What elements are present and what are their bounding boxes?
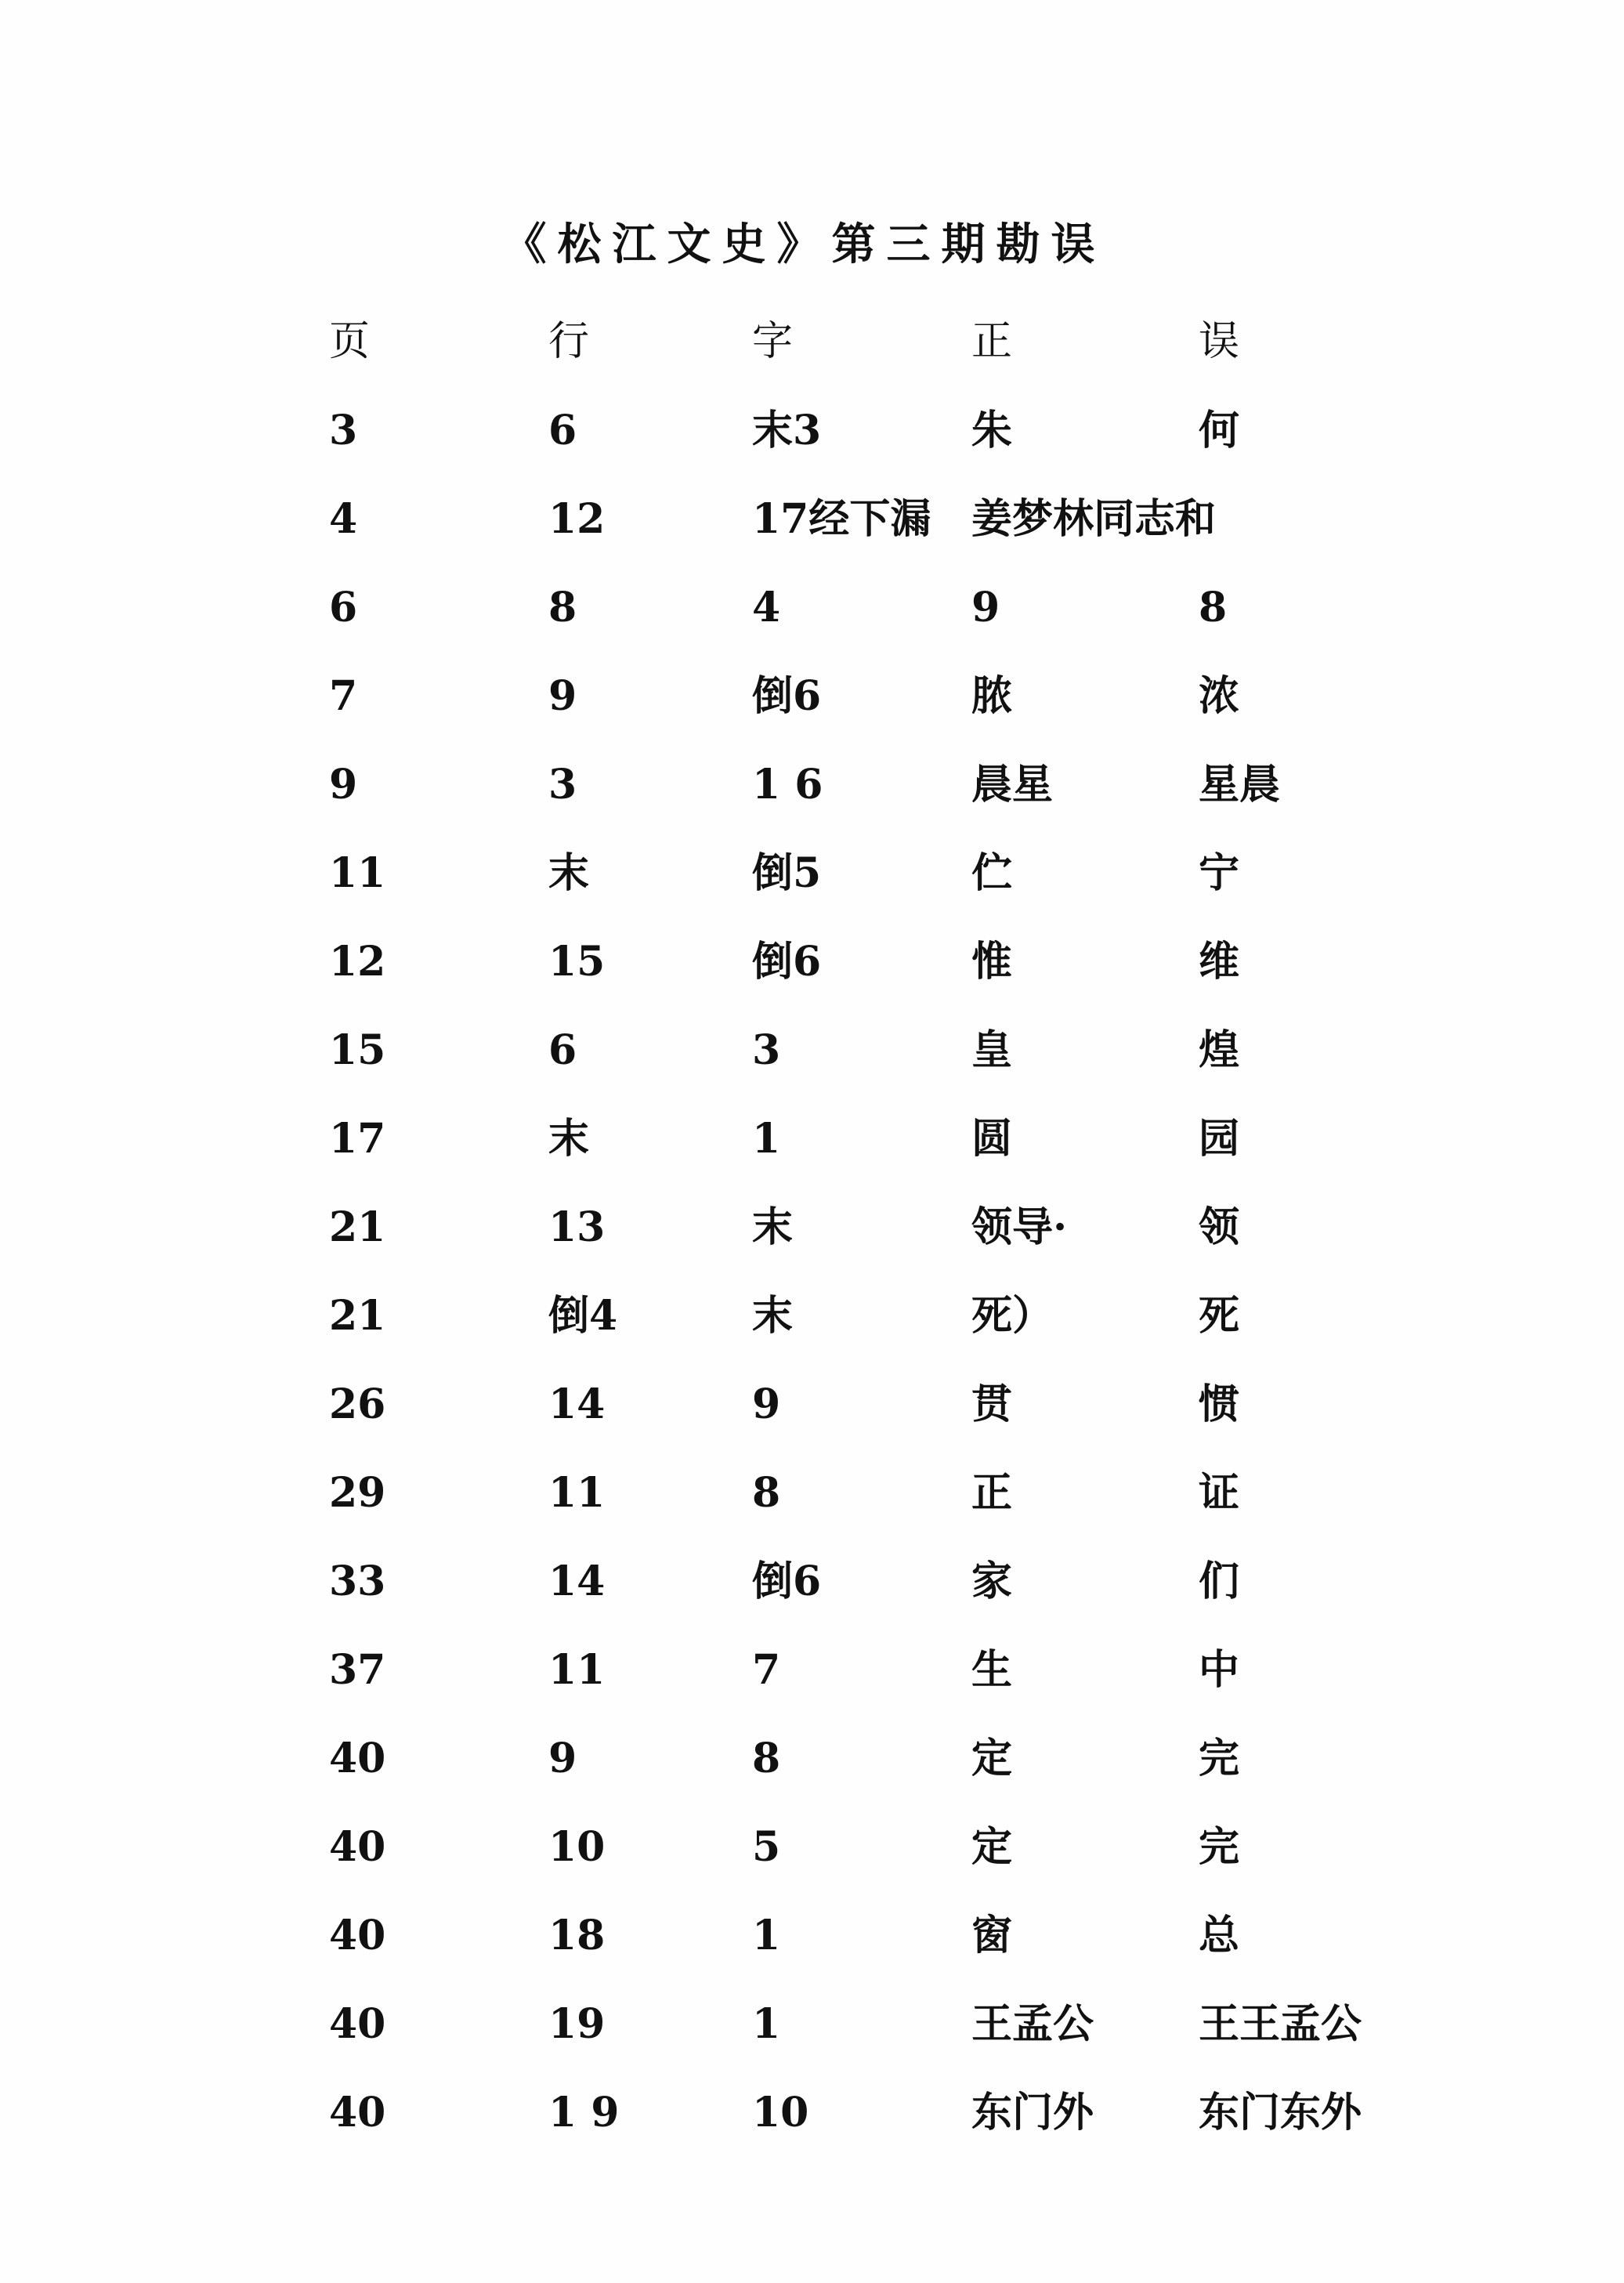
header-correct: 正 xyxy=(971,318,1013,365)
cell-correct: 贯 xyxy=(971,1380,1013,1428)
cell-line: 末 xyxy=(548,1115,590,1163)
cell-line: 13 xyxy=(548,1203,606,1251)
cell-char: 倒6 xyxy=(752,672,822,720)
cell-correct: 9 xyxy=(971,584,1000,631)
table-row xyxy=(298,1094,1394,1183)
cell-page: 33 xyxy=(329,1558,386,1605)
cell-char: 7 xyxy=(752,1646,781,1694)
cell-char: 8 xyxy=(752,1469,781,1517)
table-row xyxy=(298,1272,1394,1360)
cell-correct: 朱 xyxy=(971,407,1013,454)
table-row xyxy=(298,1360,1394,1449)
cell-char: 17经下漏 xyxy=(752,495,931,543)
header-error: 误 xyxy=(1199,318,1240,365)
cell-error: 星晨 xyxy=(1199,761,1281,809)
cell-line: 11 xyxy=(548,1646,606,1694)
cell-page: 40 xyxy=(329,2089,386,2136)
cell-page: 9 xyxy=(329,761,358,809)
cell-char: 1 xyxy=(752,1115,781,1163)
cell-page: 21 xyxy=(329,1203,386,1251)
cell-line: 11 xyxy=(548,1469,606,1517)
cell-line: 倒4 xyxy=(548,1292,618,1340)
cell-line: 1 9 xyxy=(548,2089,620,2136)
header-char: 字 xyxy=(752,318,794,365)
cell-correct: 东门外 xyxy=(971,2089,1094,2136)
cell-page: 12 xyxy=(329,938,386,986)
table-row xyxy=(298,1449,1394,1537)
cell-page: 17 xyxy=(329,1115,386,1163)
cell-line: 9 xyxy=(548,1735,577,1782)
cell-page: 11 xyxy=(329,849,386,897)
cell-error: 总 xyxy=(1199,1912,1240,1959)
cell-page: 4 xyxy=(329,495,358,543)
cell-line: 19 xyxy=(548,2000,606,2048)
table-row xyxy=(298,1626,1394,1714)
table-row xyxy=(298,1803,1394,1891)
cell-correct: 姜梦林同志和 xyxy=(971,495,1217,543)
cell-error: 惯 xyxy=(1199,1380,1240,1428)
cell-correct: 窗 xyxy=(971,1912,1013,1959)
cell-error: 领 xyxy=(1199,1203,1240,1251)
cell-error: 宁 xyxy=(1199,849,1240,897)
cell-error: 王王孟公 xyxy=(1199,2000,1362,2048)
table-row xyxy=(298,1980,1394,2068)
cell-char: 倒5 xyxy=(752,849,822,897)
cell-line: 末 xyxy=(548,849,590,897)
cell-line: 15 xyxy=(548,938,606,986)
cell-line: 14 xyxy=(548,1380,606,1428)
table-row xyxy=(298,917,1394,1006)
cell-page: 21 xyxy=(329,1292,386,1340)
cell-line: 18 xyxy=(548,1912,606,1959)
cell-char: 3 xyxy=(752,1026,781,1074)
table-row xyxy=(298,740,1394,829)
cell-char: 末 xyxy=(752,1292,794,1340)
cell-correct: 生 xyxy=(971,1646,1013,1694)
cell-correct: 圆 xyxy=(971,1115,1013,1163)
table-row xyxy=(298,829,1394,917)
table-row xyxy=(298,1714,1394,1803)
table-row xyxy=(298,1006,1394,1094)
page-title: 《松江文史》第三期勘误 xyxy=(502,219,1106,270)
cell-error: 何 xyxy=(1199,407,1240,454)
cell-page: 40 xyxy=(329,1735,386,1782)
cell-line: 12 xyxy=(548,495,606,543)
cell-page: 15 xyxy=(329,1026,386,1074)
cell-page: 40 xyxy=(329,2000,386,2048)
cell-error: 证 xyxy=(1199,1469,1240,1517)
table-body xyxy=(298,386,1394,2157)
cell-char: 末 xyxy=(752,1203,794,1251)
cell-correct: 家 xyxy=(971,1558,1013,1605)
cell-char: 5 xyxy=(752,1823,781,1871)
cell-error: 园 xyxy=(1199,1115,1240,1163)
cell-char: 1 xyxy=(752,2000,781,2048)
cell-line: 6 xyxy=(548,407,577,454)
cell-char: 末3 xyxy=(752,407,822,454)
cell-correct: 正 xyxy=(971,1469,1013,1517)
cell-error: 东门东外 xyxy=(1199,2089,1362,2136)
cell-correct: 伫 xyxy=(971,849,1013,897)
cell-error: 煌 xyxy=(1199,1026,1240,1074)
cell-page: 7 xyxy=(329,672,358,720)
cell-error: 中 xyxy=(1199,1646,1240,1694)
cell-error: 浓 xyxy=(1199,672,1240,720)
table-row xyxy=(298,1537,1394,1626)
cell-correct: 王孟公 xyxy=(971,2000,1094,2048)
table-row xyxy=(298,386,1394,475)
cell-correct: 定 xyxy=(971,1735,1013,1782)
table-row xyxy=(298,1891,1394,1980)
table-row xyxy=(298,1183,1394,1272)
header-line: 行 xyxy=(548,318,590,365)
cell-correct: 皇 xyxy=(971,1026,1013,1074)
cell-char: 1 6 xyxy=(752,761,823,809)
cell-correct: 死） xyxy=(971,1292,1054,1340)
cell-char: 倒6 xyxy=(752,1558,822,1605)
cell-error: 8 xyxy=(1199,584,1228,631)
cell-page: 40 xyxy=(329,1912,386,1959)
cell-char: 10 xyxy=(752,2089,809,2136)
errata-table xyxy=(298,298,1394,2157)
cell-page: 26 xyxy=(329,1380,386,1428)
cell-char: 9 xyxy=(752,1380,781,1428)
cell-line: 6 xyxy=(548,1026,577,1074)
cell-error: 们 xyxy=(1199,1558,1240,1605)
cell-error: 维 xyxy=(1199,938,1240,986)
cell-error: 死 xyxy=(1199,1292,1240,1340)
cell-char: 倒6 xyxy=(752,938,822,986)
cell-error: 完 xyxy=(1199,1735,1240,1782)
table-row xyxy=(298,475,1394,563)
table-row xyxy=(298,2068,1394,2157)
cell-page: 3 xyxy=(329,407,358,454)
cell-page: 37 xyxy=(329,1646,386,1694)
cell-line: 8 xyxy=(548,584,577,631)
cell-char: 4 xyxy=(752,584,781,631)
cell-char: 8 xyxy=(752,1735,781,1782)
cell-line: 3 xyxy=(548,761,577,809)
cell-char: 1 xyxy=(752,1912,781,1959)
table-row xyxy=(298,563,1394,652)
table-row xyxy=(298,652,1394,740)
cell-correct: 领导· xyxy=(971,1203,1068,1251)
cell-page: 6 xyxy=(329,584,358,631)
cell-correct: 脓 xyxy=(971,672,1013,720)
cell-page: 29 xyxy=(329,1469,386,1517)
cell-correct: 惟 xyxy=(971,938,1013,986)
header-page: 页 xyxy=(329,318,371,365)
cell-page: 40 xyxy=(329,1823,386,1871)
cell-error: 完 xyxy=(1199,1823,1240,1871)
cell-line: 14 xyxy=(548,1558,606,1605)
cell-correct: 定 xyxy=(971,1823,1013,1871)
cell-correct: 晨星 xyxy=(971,761,1054,809)
cell-line: 10 xyxy=(548,1823,606,1871)
table-header-row xyxy=(298,298,1394,386)
cell-line: 9 xyxy=(548,672,577,720)
